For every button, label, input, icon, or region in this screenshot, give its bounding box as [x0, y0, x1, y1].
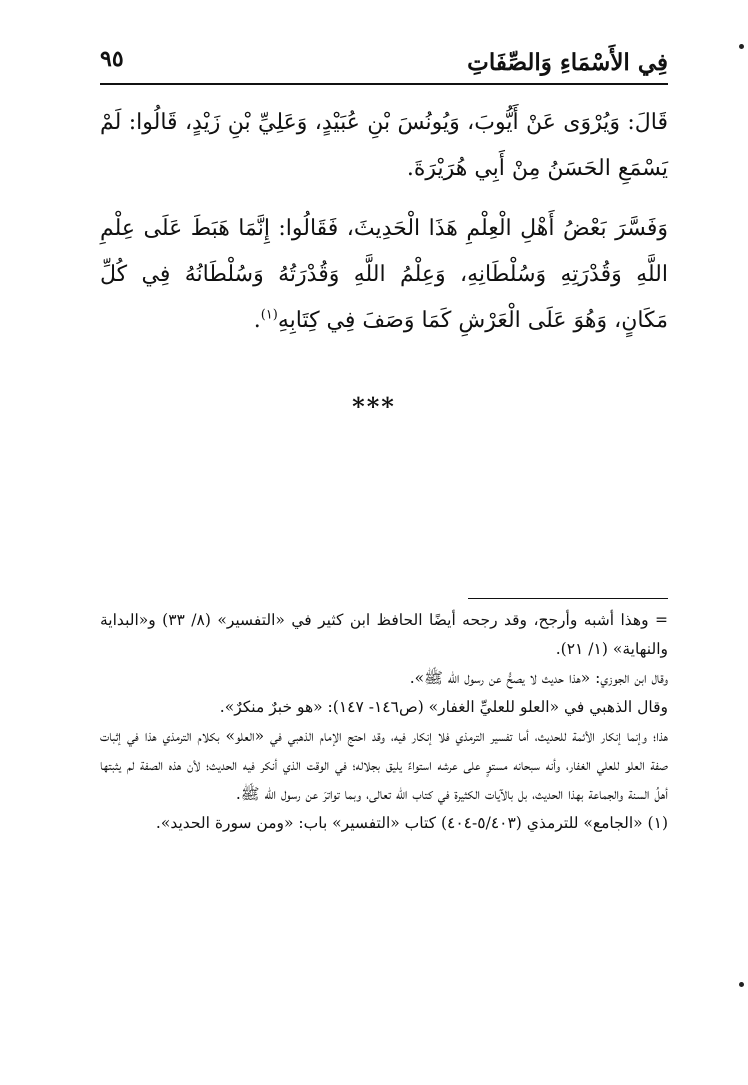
footnote-reference: (١) — [260, 307, 278, 323]
footnote-continuation: = وهذا أشبه وأرجح، وقد رجحه أيضًا الحافظ ابن كثير في «التفسير» (٨/ ٣٣) و«البداية والنهاية» (١/ ٢١). — [100, 611, 668, 658]
main-paragraph-text: وَفَسَّرَ بَعْضُ أَهْلِ الْعِلْمِ هَذَا الْحَدِيثَ، فَقَالُوا: إِنَّمَا هَبَطَ عَلَى عِلْمِ اللَّهِ وَقُدْرَتِهِ وَسُلْطَانِهِ، وَعِلْمُ اللَّهِ وَقُدْرَتُهُ وَسُلْطَانُهُ فِي كُلِّ مَكَانٍ، وَهُوَ عَلَى الْعَرْشِ كَمَا وَصَفَ فِي كِتَابِهِ — [100, 216, 668, 333]
footnote-continuation: وقال الذهبي في «العلو للعليِّ الغفار» (ص١٤٦- ١٤٧): «هو خبرٌ منكرٌ». — [219, 698, 668, 716]
section-separator: *** — [352, 392, 396, 421]
main-paragraph: قَالَ: وَيُرْوَى عَنْ أَيُّوبَ، وَيُونُسَ بْنِ عُبَيْدٍ، وَعَلِيِّ بْنِ زَيْدٍ، قَالُوا: لَمْ يَسْمَعِ الحَسَنُ مِنْ أَبِي هُرَيْرَةَ. — [100, 110, 668, 181]
footnote-continuation: وقال ابن الجوزي: «هذا حديث لا يصحُّ عن رسول الله ﷺ». — [409, 669, 668, 687]
header-title: فِي الأَسْمَاءِ وَالصِّفَاتِ — [467, 49, 668, 76]
footnote-1: (١) «الجامع» للترمذي (٥/٤٠٣-٤٠٤) كتاب «التفسير» باب: «ومن سورة الحديد». — [155, 814, 668, 832]
main-text — [100, 100, 668, 344]
running-header — [100, 30, 668, 80]
header-rule — [100, 83, 668, 85]
footnote-rule — [468, 598, 668, 599]
footnotes — [100, 606, 668, 838]
scan-mark — [739, 44, 744, 49]
main-paragraph — [100, 206, 668, 344]
closing-period: . — [253, 308, 261, 333]
scan-mark — [739, 982, 744, 987]
page-number: ٩٥ — [100, 46, 124, 72]
footnote-continuation: هذا؛ وإنما إنكار الأئمة للحديث، أما تفسير الترمذي فلا إنكار فيه، وقد احتج الإمام الذهبي في «العلو» بكلام الترمذي هذا في إثبات صفة العلو للعلي الغفار، وأنه سبحانه مستوٍ على عرشه استواءً يليق بجلاله؛ في الوقت الذي أنكر فيه الحديث؛ لأن هذه الصفة لم يثبتها أهلُ السنة والجماعة بهذا الحديث، بل بالآيات الكثيرة في كتاب الله تعالى، وبما تواترَ عن رسول الله ﷺ. — [100, 727, 668, 803]
